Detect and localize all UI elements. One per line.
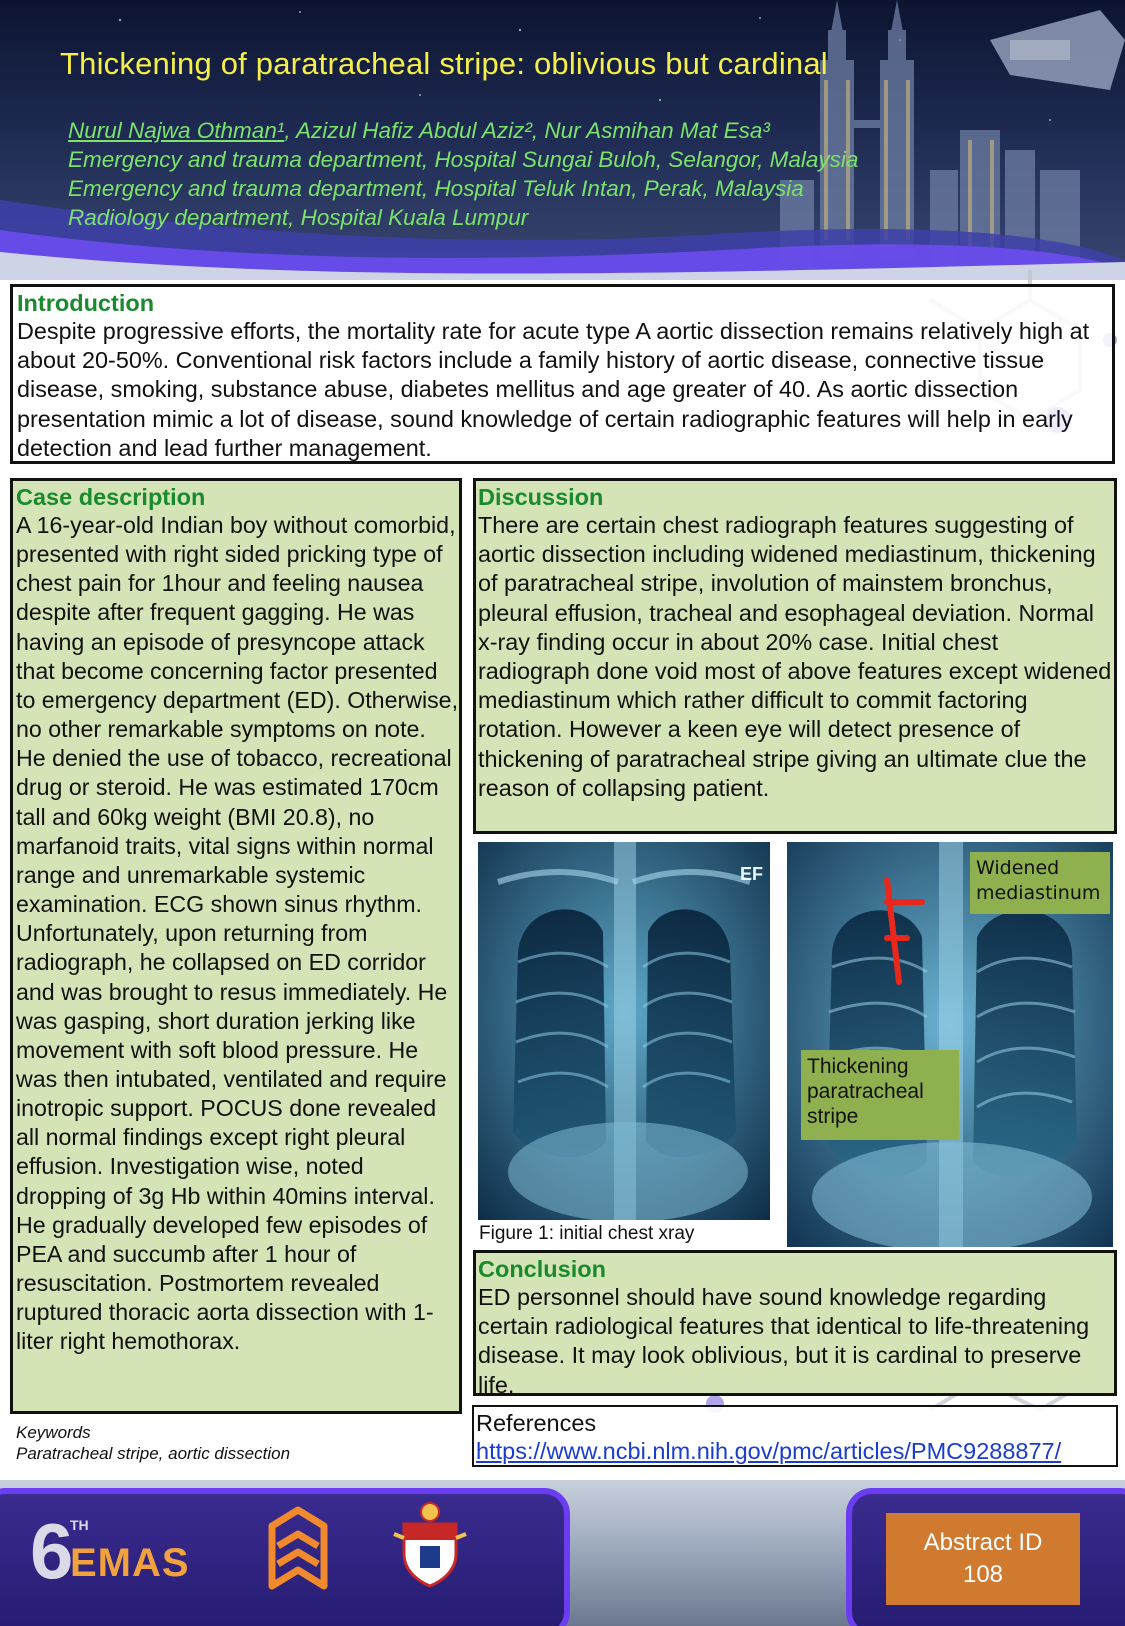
- thickening-paratracheal-label: Thickening paratracheal stripe: [801, 1050, 959, 1140]
- keywords-heading: Keywords: [16, 1423, 91, 1442]
- chevron-logo-icon: [268, 1506, 328, 1590]
- figure-caption: Figure 1: initial chest xray: [479, 1223, 695, 1244]
- discussion-section: [473, 478, 1117, 834]
- keywords-block: [16, 1422, 290, 1464]
- abstract-id-badge: [886, 1513, 1080, 1605]
- introduction-heading: Introduction: [17, 290, 155, 316]
- other-authors: , Azizul Hafiz Abdul Aziz², Nur Asmihan Mat Esa³: [284, 118, 770, 143]
- chest-xray-image: [478, 842, 770, 1220]
- introduction-section: [10, 284, 1115, 464]
- case-description-text: A 16-year-old Indian boy without comorbid, presented with right sided pricking type of chest pain for 1hour and feeling nausea despite after frequent gagging. He was having an episode of presyncope attack that become concerning factor presented to emergency department (ED). Otherwise, no other remarkable symptoms on note. He denied the use of tobacco, recreational drug or steroid. He was estimated 170cm tall and 60kg weight (BMI 20.8), no marfanoid traits, vital signs within normal range and unremarkable systemic examination. ECG shown sinus rhythm. Unfortunately, upon returning from radiograph, he collapsed on ED corridor and was brought to resus immediately. He was gasping, short duration jerking like movement with soft blood pressure. He was then intubated, ventilated and require inotropic support. POCUS done revealed all normal findings except right pleural effusion. Investigation wise, noted dropping of 3g Hb within 40mins interval. He gradually developed few episodes of PEA and succumb after 1 hour of resuscitation. Postmortem revealed ruptured thoracic aorta dissection with 1-liter right hemothorax.: [16, 512, 459, 1355]
- references-section: [472, 1405, 1118, 1467]
- xray-marker: EF: [740, 864, 764, 884]
- abstract-id-value: 108: [962, 1561, 1004, 1588]
- keywords-text: Paratracheal stripe, aortic dissection: [16, 1444, 291, 1463]
- discussion-text: There are certain chest radiograph features suggesting of aortic dissection including widened mediastinum, thickening of paratracheal stripe, involution of mainstem bronchus, pleural effusion, tracheal and esophageal deviation. Normal x-ray finding occur in about 20% case. Initial chest radiograph done void most of above features except widened mediastinum which rather difficult to commit factoring rotation. However a keen eye will detect presence of thickening of paratracheal stripe giving an ultimate clue the reason of collapsing patient.: [478, 512, 1112, 801]
- widened-mediastinum-label: Widened mediastinum: [970, 852, 1110, 914]
- affiliation-3: Radiology department, Hospital Kuala Lumpur: [68, 205, 529, 230]
- conclusion-text: ED personnel should have sound knowledge regarding certain radiological features that identical to life-threatening disease. It may look oblivious, but it is cardinal to preserve life.: [478, 1284, 1090, 1398]
- reference-link[interactable]: https://www.ncbi.nlm.nih.gov/pmc/articles/PMC9288877/: [476, 1438, 1062, 1464]
- discussion-heading: Discussion: [478, 484, 604, 510]
- case-description-heading: Case description: [16, 484, 206, 510]
- conclusion-section: [473, 1250, 1117, 1396]
- emas-logo-suffix: TH: [70, 1517, 89, 1533]
- case-description-section: [10, 478, 462, 1414]
- abstract-id-label: Abstract ID: [923, 1529, 1043, 1556]
- poster-title: Thickening of paratracheal stripe: oblivious but cardinal: [60, 46, 828, 81]
- affiliation-2: Emergency and trauma department, Hospital Teluk Intan, Perak, Malaysia: [68, 176, 804, 201]
- emas-logo-number: 6: [30, 1507, 74, 1590]
- introduction-text: Despite progressive efforts, the mortality rate for acute type A aortic dissection remains relatively high at about 20-50%. Conventional risk factors include a family history of aortic disease, connective tissue disease, smoking, substance abuse, diabetes mellitus and age greater of 40. As aortic dissection presentation mimic a lot of disease, sound knowledge of certain radiographic features will help in early detection and lead further management.: [17, 318, 1090, 461]
- conclusion-heading: Conclusion: [478, 1256, 606, 1282]
- affiliation-1: Emergency and trauma department, Hospital Sungai Buloh, Selangor, Malaysia: [68, 147, 859, 172]
- references-heading: References: [476, 1410, 597, 1436]
- hospital-crest-icon: [390, 1498, 470, 1588]
- emas-logo-text: EMAS: [70, 1541, 190, 1585]
- first-author: Nurul Najwa Othman¹: [68, 118, 285, 143]
- emas-logo: [30, 1500, 220, 1590]
